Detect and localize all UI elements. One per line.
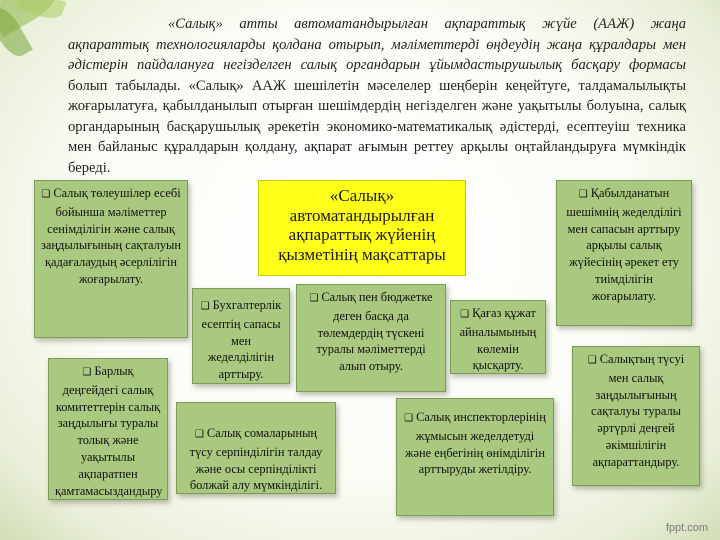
goal-box: ❑ Қағаз құжат айналымының көлемін қысқарту. xyxy=(450,300,546,374)
goal-box: ❑ Салық сомаларының түсу серпінділігін талдау және осы серпінділікті болжай алу мүмкінділігі. xyxy=(176,402,336,494)
checkbox-bullet-icon: ❑ xyxy=(309,293,319,304)
goal-box: ❑ Салық төлеушілер есебі бойынша мәліметтер сенімділігін және салық заңдылығының сақталуын қадағалаудың әсерлілігін жоғарылату. xyxy=(34,180,188,338)
goal-box: ❑ Бухгалтерлік есептің сапасы мен жеделділігін арттыру. xyxy=(192,288,290,384)
checkbox-bullet-icon: ❑ xyxy=(578,189,588,200)
goal-box: ❑ Барлық деңгейдегі салық комитеттерін салық заңдылығы туралы толық және уақытылы ақпаратпен қамтамасыздандыру xyxy=(48,358,168,500)
checkbox-bullet-icon: ❑ xyxy=(200,301,210,312)
goal-box: ❑ Салықтың түсуі мен салық заңдылығының сақталуы туралы әртүрлі деңгей әкімшілігін ақпараттандыру. xyxy=(572,346,700,486)
intro-lead: «Салық» атты автоматандырылған ақпараттық жүйе (ААЖ) жаңа ақпараттық технологияларды қолдана отырып, мәліметтерді өңдеудің жаңа құралдары мен әдістерін пайдалануға негізделген салық органдарын ұйымдастырушылық басқару формасы xyxy=(68,16,686,73)
goal-heading: «Салық» автоматандырылған ақпараттық жүйенің қызметінің мақсаттары xyxy=(258,180,466,276)
checkbox-bullet-icon: ❑ xyxy=(587,355,597,366)
checkbox-bullet-icon: ❑ xyxy=(460,309,470,320)
footer-watermark: fppt.com xyxy=(665,522,708,534)
goal-box: ❑ Салық инспекторлерінің жұмысын жеделдетуді және еңбегінің өнімділігін арттыруды жетілдіру. xyxy=(396,398,554,516)
intro-rest: болып табылады. «Салық» ААЖ шешілетін мәселелер шеңберін кеңейтуге, талдамалылықты жоғарылатуға, қабылданылып отырған шешімдердің негізделген және уақытылы болуына, салық органдарының басқарушылық әрекетін экономико-математикалық әдістерді, есептеуіш техника мен байланыс құралдарын қолдану, ақпарат ағымын реттеу арқылы оңтайландыруға мүмкіндік береді. xyxy=(68,77,686,176)
goal-box: ❑ Салық пен бюджетке деген басқа да төлемдердің түскені туралы мәліметтерді алып отыру. xyxy=(296,284,446,392)
intro-paragraph xyxy=(68,14,686,178)
checkbox-bullet-icon: ❑ xyxy=(194,429,204,440)
checkbox-bullet-icon: ❑ xyxy=(41,189,51,200)
checkbox-bullet-icon: ❑ xyxy=(82,367,92,378)
goal-box: ❑ Қабылданатын шешімнің жеделділігі мен сапасын арттыру арқылы салық жүйесінің әрекет ету тиімділігін жоғарылату. xyxy=(556,180,692,326)
checkbox-bullet-icon: ❑ xyxy=(404,413,414,424)
